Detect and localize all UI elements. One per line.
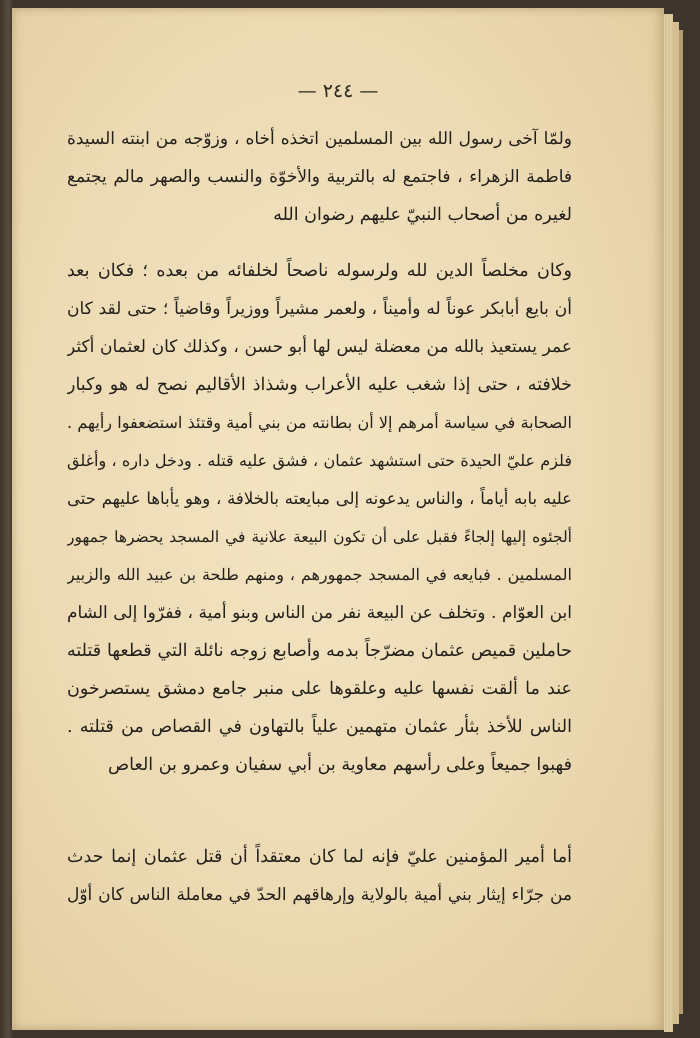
text-line: ألجئوه إليها إلجاءً فقبل على أن تكون البيعة علانية في المسجد يحضرها جمهور bbox=[67, 528, 572, 546]
text-line: من جرّاء إيثار بني أمية بالولاية وإرهاقهم الحدّ في معاملة الناس كان أوّل bbox=[67, 885, 572, 905]
text-line: الناس للأخذ بثأر عثمان متهمين علياً بالتهاون في القصاص من قتلته . bbox=[67, 717, 572, 737]
text-line: لغيره من أصحاب النبيّ عليهم رضوان الله bbox=[273, 205, 572, 225]
text-line: أما أمير المؤمنين عليّ فإنه لما كان معتقداً أن قتل عثمان إنما حدث bbox=[67, 847, 572, 867]
page-number: — ٢٤٤ — bbox=[297, 80, 379, 102]
text-line: فلزم عليّ الحيدة حتى استشهد عثمان ، فشق عليه قتله . ودخل داره ، وأغلق bbox=[67, 451, 572, 470]
text-line: حاملين قميص عثمان مضرّجاً بدمه وأصابع زوجه نائلة التي قطعها قتلته bbox=[67, 641, 572, 661]
page-edges-back bbox=[679, 30, 683, 1014]
text-line: عمر يستعيذ بالله من معضلة ليس لها أبو حسن ، وكذلك كان لعثمان أكثر bbox=[67, 337, 572, 357]
text-line: فاطمة الزهراء ، فاجتمع له بالتربية والأخوّة والنسب والصهر مالم يجتمع bbox=[67, 167, 572, 187]
text-line: ابن العوّام . وتخلف عن البيعة نفر من الناس وبنو أمية ، ففرّوا إلى الشام bbox=[67, 603, 572, 623]
text-line: عند ما ألقت نفسها عليه وعلقوها على منبر جامع دمشق يستصرخون bbox=[67, 679, 572, 699]
paragraph-1 bbox=[67, 120, 572, 234]
text-line: ولمّا آخى رسول الله بين المسلمين اتخذه أخاه ، وزوّجه من ابنته السيدة bbox=[67, 129, 572, 149]
paragraph-2 bbox=[67, 252, 572, 784]
text-line: فهبوا جميعاً وعلى رأسهم معاوية بن أبي سفيان وعمرو بن العاص bbox=[108, 755, 572, 775]
text-line: وكان مخلصاً الدين لله ولرسوله ناصحاً لخلفائه من بعده ؛ فكان بعد bbox=[67, 261, 572, 281]
text-line: المسلمين . فبايعه في المسجد جمهورهم ، ومنهم طلحة بن عبيد الله والزبير bbox=[67, 565, 572, 584]
text-line: عليه بابه أياماً ، والناس يدعونه إلى مبايعته بالخلافة ، وهو يأباها عليهم حتى bbox=[67, 489, 572, 508]
text-line: أن بايع أبابكر عوناً له وأميناً ، ولعمر مشيراً ووزيراً وقاضياً ؛ حتى لقد كان bbox=[67, 299, 572, 319]
page-edges bbox=[664, 14, 673, 1032]
page-sheet bbox=[12, 8, 664, 1030]
text-line: خلافته ، حتى إذا شغب عليه الأعراب وشذاذ الأقاليم نصح له هو وكبار bbox=[67, 375, 572, 395]
text-line: الصحابة في سياسة أمرهم إلا أن بطانته من بني أمية وقتئذ استضعفوا رأيهم . bbox=[67, 413, 572, 432]
paragraph-3 bbox=[67, 838, 572, 914]
